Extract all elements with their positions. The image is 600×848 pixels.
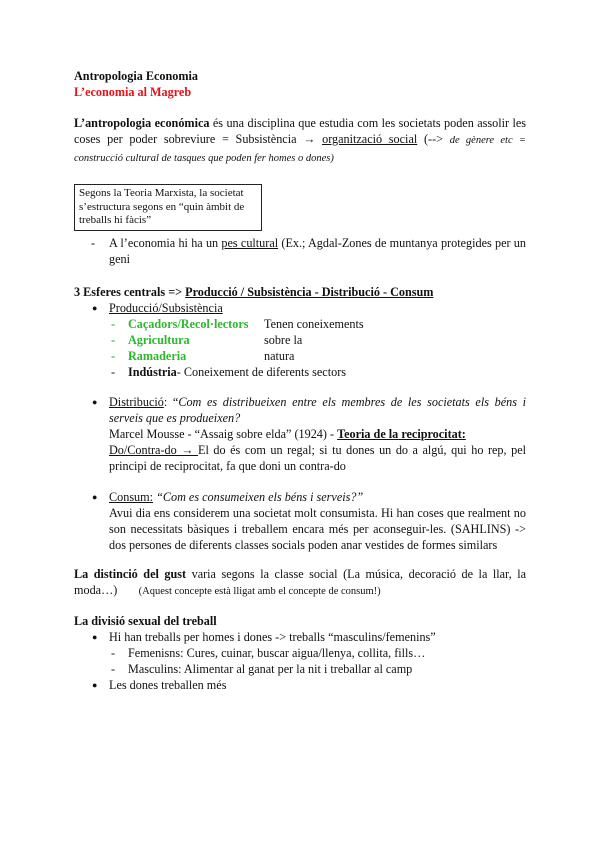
consumption-text: Avui dia ens considerem una societat molt consumista. Hi han coses que realment no son necessitats bàsiques i treballem encara més per aconseguir-les. (SAHLINS) -> dos persones de diferents classes socials poden anar vestides de formes similars: [109, 505, 526, 552]
taste-term: La distinció del gust: [74, 566, 187, 581]
production-item-name: Caçadors/Recol·lectors: [128, 316, 249, 331]
distribution-label: Distribució: [109, 394, 164, 409]
production-item: - Caçadors/Recol·lectors Tenen coneixements: [111, 316, 526, 332]
consumption-question: “Com es consumeixen els béns i serveis?”: [153, 489, 364, 504]
document-title: Antropologia Economia: [74, 69, 199, 83]
do-contra-do-line: Do/Contra-do → El do és com un regal; si tu dones un do a algú, qui ho rep, pel principi de reciprocitat, fa que doni un contra-do: [109, 442, 527, 473]
bullet-icon: ●: [92, 302, 98, 313]
distribution-bullet: [92, 394, 526, 474]
distribution-question-line: Distribució: “Com es distribueixen entre els membres de les societats els béns i serveis que es produeixen?: [109, 394, 527, 425]
intro-term: L’antropologia económica: [74, 116, 210, 130]
taste-paragraph: La distinció del gust varia segons la classe social (La música, decoració de la llar, la moda…) (Aquest concepte està lligat amb el concepte de consum!): [74, 566, 526, 597]
production-item-name: Ramaderia: [128, 348, 187, 363]
masculine-tasks: Masculins: Alimentar al ganat per la nit i treballar al camp: [128, 661, 413, 676]
intro-text-1: és una disciplina que estudia com les societats poden assolir les coses per poder sobreviure = Subsistència →: [74, 116, 526, 146]
intro-paragraph: [74, 115, 526, 167]
consumption-bullet: [92, 489, 526, 553]
production-item-desc: Tenen coneixements: [264, 316, 364, 331]
reciprocity-theory: Teoria de la reciprocitat:: [337, 426, 466, 441]
women-work-more-text: Les dones treballen més: [109, 677, 227, 692]
sexual-division-text: Hi han treballs per homes i dones -> treballs “masculins/femenins”: [109, 629, 436, 644]
bullet-icon: ●: [92, 491, 98, 502]
production-item-desc: natura: [264, 348, 295, 363]
sexual-division-sub: - Femenisns: Cures, cuinar, buscar aigua/llenya, collita, fills…: [111, 645, 426, 660]
document-page: [74, 68, 526, 693]
production-item-name: Agricultura: [128, 332, 190, 347]
production-item-industry: - Indústria- Coneixement de diferents sectors: [111, 364, 346, 379]
sexual-division-sub: - Masculins: Alimentar al ganat per la nit i treballar al camp: [111, 661, 413, 676]
production-item: - Ramaderia natura: [111, 348, 526, 364]
bullet-icon: ●: [92, 396, 98, 407]
cultural-weight-text: A l’economia hi ha un pes cultural (Ex.; Agdal-Zones de muntanya protegides per un geni: [109, 235, 526, 266]
consumption-question-line: [109, 489, 526, 505]
sexual-division-heading: La divisió sexual del treball: [74, 613, 217, 628]
cultural-weight-item: [91, 235, 526, 267]
mauss-line: Marcel Mousse - “Assaig sobre elda” (1924) - Teoria de la reciprocitat:: [109, 426, 466, 441]
feminine-tasks: Femenisns: Cures, cuinar, buscar aigua/llenya, collita, fills…: [128, 645, 426, 660]
bullet-icon: ●: [92, 679, 98, 690]
document-subtitle: L’economia al Magreb: [74, 85, 192, 99]
spheres-heading: 3 Esferes centrals => Producció / Subsistència - Distribució - Consum: [74, 284, 434, 299]
bullet-icon: ●: [92, 631, 98, 642]
production-label: Producció/Subsistència: [109, 300, 223, 315]
intro-text-2: (-->: [417, 132, 450, 146]
industry-desc: - Coneixement de diferents sectors: [176, 364, 346, 379]
consumption-label: Consum:: [109, 489, 154, 504]
dash-marker: -: [91, 235, 96, 250]
distribution-question: Com es distribueixen entre els membres de les societats els béns i serveis que es produeixen?: [109, 394, 527, 425]
intro-italic: de gènere etc = construcció cultural de tasques que poden fer homes o dones): [74, 135, 526, 164]
production-bullet: [92, 300, 526, 316]
production-item-desc: sobre la: [264, 332, 303, 347]
taste-note: (Aquest concepte està lligat amb el concepte de consum!): [138, 585, 381, 597]
production-item: - Agricultura sobre la: [111, 332, 526, 348]
women-work-more-bullet: [92, 677, 526, 693]
sexual-division-bullet: [92, 629, 526, 645]
marxist-theory-box: [74, 184, 262, 231]
marxist-theory-text: Segons la Teoria Marxista, la societat s’estructura segons en “quin àmbit de treballs hi fàcis”: [79, 187, 245, 226]
intro-link: organització social: [322, 132, 418, 146]
do-contra-do-label: Do/Contra-do →: [109, 442, 198, 457]
industry-name: Indústria: [128, 364, 177, 379]
